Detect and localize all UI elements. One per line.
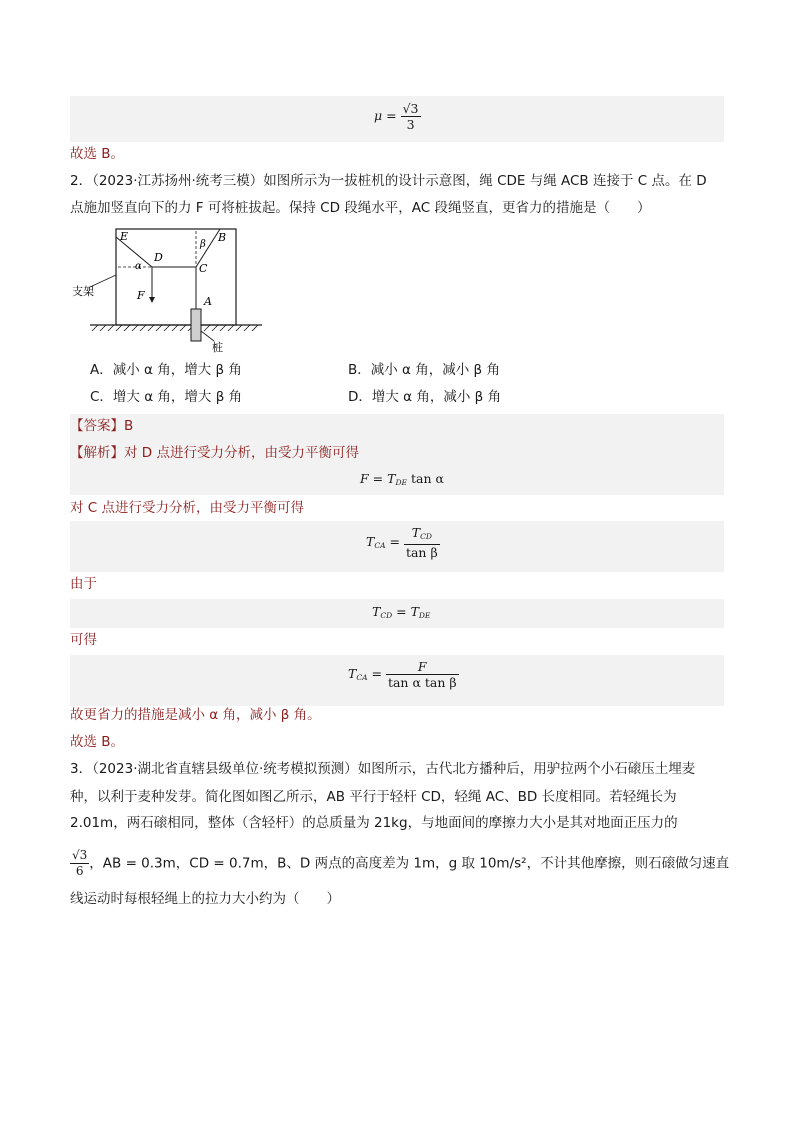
pile-driver-figure bbox=[70, 225, 270, 355]
option-b[interactable]: B．减小 α 角，减小 β 角 bbox=[348, 362, 500, 378]
eq1-sign: = bbox=[372, 471, 384, 486]
equation-4 bbox=[348, 659, 459, 690]
eq1-t: T bbox=[387, 471, 396, 486]
eq-denominator: 3 bbox=[406, 117, 415, 132]
eq2-numerator bbox=[404, 525, 440, 545]
eq4-lhs: T bbox=[348, 666, 357, 681]
eq2-num-t: T bbox=[411, 525, 421, 540]
equation-2 bbox=[366, 525, 440, 560]
eq3-rhs-sub: DE bbox=[418, 611, 431, 620]
label-beta: β bbox=[200, 239, 206, 250]
eq2-num-sub: CD bbox=[420, 532, 432, 541]
eq-sign: = bbox=[386, 108, 397, 123]
eq-fraction bbox=[401, 101, 421, 132]
eq4-denominator: tan α tan β bbox=[387, 675, 457, 690]
q3-line4-text: ，AB = 0.3m，CD = 0.7m，B、D 两点的高度差为 1m，g 取 10m/s²，不计其他摩擦，则石磙做匀速直 bbox=[89, 855, 730, 872]
analysis-tag: 【解析】 bbox=[70, 445, 124, 461]
q3-frac-num: √3 bbox=[72, 848, 88, 862]
eq3-sign: = bbox=[396, 604, 407, 619]
analysis-text-1: 对 D 点进行受力分析，由受力平衡可得 bbox=[124, 445, 359, 461]
eq-numerator: √3 bbox=[402, 101, 419, 116]
q3-fraction bbox=[70, 848, 89, 879]
eq4-lhs-sub: CA bbox=[356, 673, 368, 682]
eq3-lhs: T bbox=[372, 604, 381, 619]
eq2-lhs-sub: CA bbox=[374, 541, 386, 550]
label-C: C bbox=[199, 262, 208, 275]
equation-1 bbox=[360, 471, 444, 487]
eq4-fraction bbox=[386, 659, 459, 690]
answer-block bbox=[70, 414, 724, 441]
q2-thus: 可得 bbox=[70, 632, 97, 648]
q3-line5: 线运动时每根轻绳上的拉力大小约为（ ） bbox=[70, 891, 340, 907]
q2-since: 由于 bbox=[70, 576, 97, 592]
label-support: 支架 bbox=[72, 285, 94, 298]
label-E: E bbox=[120, 230, 129, 243]
label-D: D bbox=[154, 251, 163, 264]
eq2-fraction bbox=[404, 525, 440, 560]
eq2-denominator: tan β bbox=[405, 545, 438, 560]
q3-line3: 2.01m，两石磙相同，整体（含轻杆）的总质量为 21kg，与地面间的摩擦力大小是其对地面正压力的 bbox=[70, 815, 678, 831]
eq4-numerator: F bbox=[386, 659, 459, 675]
label-B: B bbox=[218, 231, 227, 244]
q2-stem-line2: 点施加竖直向下的力 F 可将桩拔起。保持 CD 段绳水平，AC 段绳竖直，更省力的措施是（ ） bbox=[70, 200, 651, 216]
eq3-rhs: T bbox=[410, 604, 419, 619]
eq3-lhs-sub: CD bbox=[380, 611, 393, 620]
q3-line4 bbox=[70, 848, 729, 879]
eq2-lhs: T bbox=[366, 534, 375, 549]
eq1-lhs: F bbox=[360, 471, 369, 486]
label-alpha: α bbox=[135, 261, 142, 272]
q2-answer: 【答案】B bbox=[70, 418, 134, 434]
equation-mu bbox=[374, 101, 421, 132]
option-c[interactable]: C．增大 α 角，增大 β 角 bbox=[90, 389, 243, 405]
equation-3 bbox=[372, 604, 430, 620]
eq1-rhs: tan α bbox=[410, 471, 444, 486]
q2-conclusion-1: 故更省力的措施是减小 α 角，减小 β 角。 bbox=[70, 707, 321, 723]
q2-analysis-line1 bbox=[70, 443, 359, 463]
q2-analysis-line2: 对 C 点进行受力分析，由受力平衡可得 bbox=[70, 500, 305, 516]
eq4-sign: = bbox=[371, 666, 382, 681]
option-a[interactable]: A．减小 α 角，增大 β 角 bbox=[90, 362, 242, 378]
label-A: A bbox=[204, 295, 212, 308]
q3-line2: 种，以利于麦种发芽。简化图如图乙所示，AB 平行于轻杆 CD，轻绳 AC、BD 长度相同。若轻绳长为 bbox=[70, 789, 677, 805]
q3-line1: 3．（2023·湖北省直辖县级单位·统考模拟预测）如图所示，古代北方播种后，用驴拉两个小石磙压土埋麦 bbox=[70, 761, 696, 777]
eq-lhs: μ bbox=[374, 108, 383, 123]
q2-stem-line1: 2．（2023·江苏扬州·统考三模）如图所示为一拔桩机的设计示意图，绳 CDE 与绳 ACB 连接于 C 点。在 D bbox=[70, 173, 707, 189]
q2-conclusion-2: 故选 B。 bbox=[70, 734, 125, 750]
eq1-sub: DE bbox=[395, 478, 407, 487]
label-F: F bbox=[137, 289, 145, 302]
q3-frac-den: 6 bbox=[75, 864, 84, 878]
option-d[interactable]: D．增大 α 角，减小 β 角 bbox=[348, 389, 502, 405]
q1-conclusion: 故选 B。 bbox=[70, 146, 125, 162]
label-pile: 桩 bbox=[212, 341, 223, 354]
eq2-sign: = bbox=[389, 534, 400, 549]
